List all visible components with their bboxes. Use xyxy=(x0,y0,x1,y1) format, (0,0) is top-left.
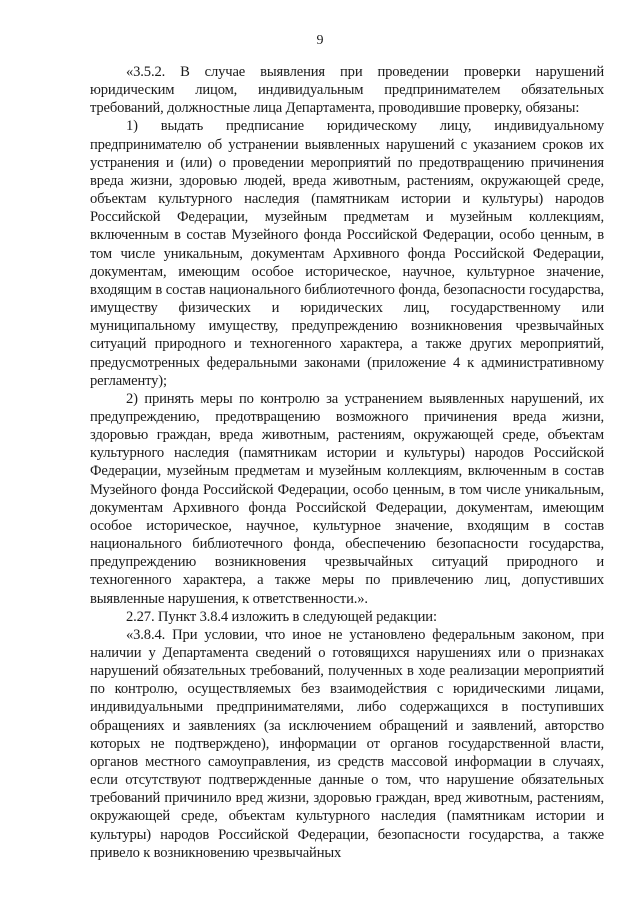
paragraph-3-5-2: «3.5.2. В случае выявления при проведении проверки нарушений юридическим лицом, индивидуальным предпринимателем обязательных требований, должностные лица Департамента, проводившие проверку, обязаны: xyxy=(90,64,604,117)
page-number: 9 xyxy=(316,33,324,48)
document-body xyxy=(90,63,604,862)
paragraph-item-2: 2) принять меры по контролю за устранением выявленных нарушений, их предупреждению, предотвращению возможного причинения вреда жизни, здоровью граждан, вреда животным, растениям, окружающей среде, объектам культурного наследия (памятникам истории и культуры) народов Российской Федерации, музейным предметам и музейным коллекциям, включенным в состав Музейного фонда Российской Федерации, особо ценным, в том числе уникальным, документам Архивного фонда Российской Федерации, документам, имеющим особое историческое, научное, культурное значение, входящим в состав национального библиотечного фонда, обеспечению безопасности государства, предупреждению возникновения чрезвычайных ситуаций природного и техногенного характера, а также меры по привлечению лиц, допустивших выявленные нарушения, к ответственности.». xyxy=(90,390,604,607)
paragraph-3-8-4: «3.8.4. При условии, что иное не установлено федеральным законом, при наличии у Департамента сведений о готовящихся нарушениях или о признаках нарушений обязательных требований, полученных в ходе реализации мероприятий по контролю, осуществляемых без взаимодействия с юридическими лицами, индивидуальными предпринимателями, либо содержащихся в поступивших обращениях и заявлениях (за исключением обращений и заявлений, авторство которых не подтверждено), информации от органов государственной власти, органов местного самоуправления, из средств массовой информации в случаях, если отсутствуют подтвержденные данные о том, что нарушение обязательных требований причинило вред жизни, здоровью граждан, вред животным, растениям, окружающей среде, объектам культурного наследия (памятникам истории и культуры) народов Российской Федерации, безопасности государства, а также привело к возникновению чрезвычайных xyxy=(90,626,604,861)
paragraph-item-1: 1) выдать предписание юридическому лицу, индивидуальному предпринимателю об устранении выявленных нарушений с указанием сроков их устранения и (или) о проведении мероприятий по предотвращению причинения вреда жизни, здоровью людей, вреда животным, растениям, окружающей среде, объектам культурного наследия (памятникам истории и культуры) народов Российской Федерации, музейным предметам и музейным коллекциям, включенным в состав Музейного фонда Российской Федерации, особо ценным, в том числе уникальным, документам Архивного фонда Российской Федерации, документам, имеющим особое историческое, научное, культурное значение, входящим в состав национального библиотечного фонда, безопасности государства, имуществу физических и юридических лиц, государственному или муниципальному имуществу, предупреждению возникновения чрезвычайных ситуаций природного и техногенного характера, а также других мероприятий, предусмотренных федеральными законами (приложение 4 к административному регламенту); xyxy=(90,118,604,389)
paragraph-2-27: 2.27. Пункт 3.8.4 изложить в следующей редакции: xyxy=(126,608,437,625)
